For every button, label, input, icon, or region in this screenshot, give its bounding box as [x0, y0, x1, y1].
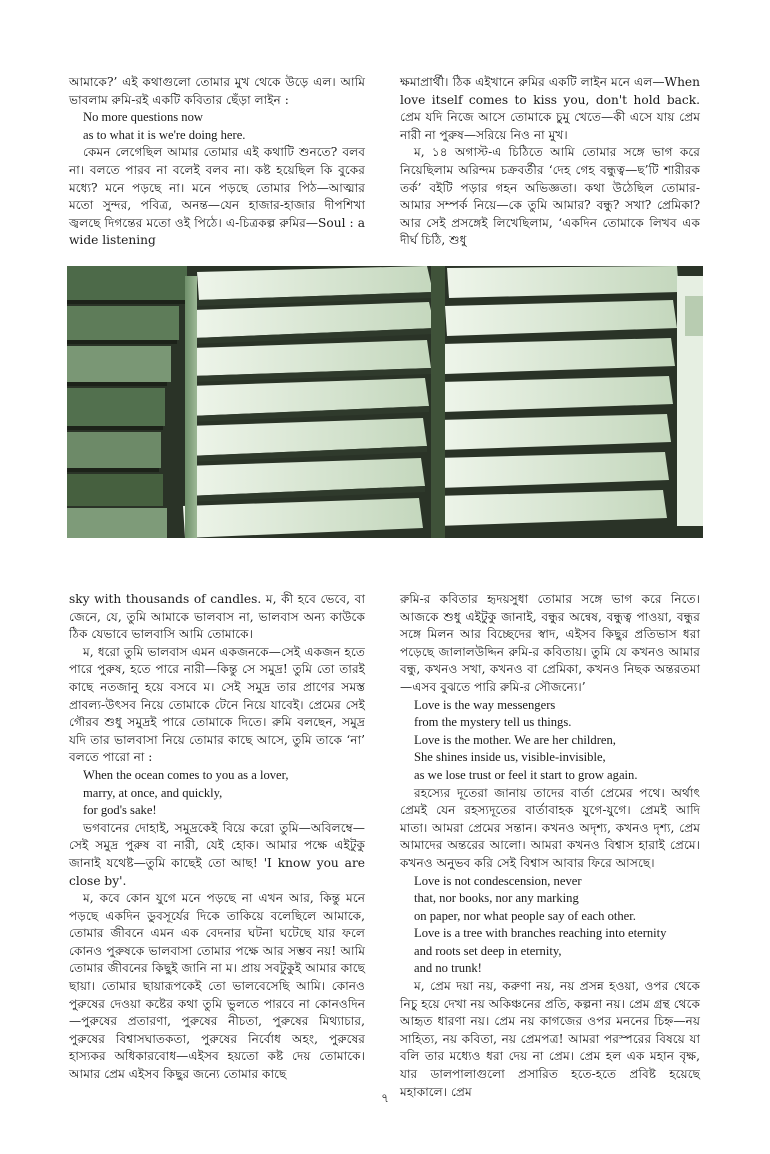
paragraph: রহস্যের দূতেরা জানায় তাদের বার্তা প্রেমের পথে। অর্থাৎ প্রেমই যেন রহস্যদূতের বার্তাবাহক যুগে-যুগে। প্রেমই আদি মাতা। আমরা প্রেমের সন্তান। কখনও অদৃশ্য, কখনও দৃশ্য, প্রেম আমাদের অন্তরের আলো। আমরা কখনও বিশ্বাস হারাই প্রেমে। কখনও অনুভব করি সেই বিশ্বাস আবার ফিরে আসছে।: [400, 785, 700, 870]
verse-line: for god's sake!: [83, 803, 157, 818]
page-number: ৭: [381, 1091, 389, 1105]
verse-line: on paper, nor what people say of each other.: [414, 908, 636, 923]
column-top-right: [400, 74, 700, 250]
paragraph: রুমি-র কবিতার হৃদয়সুধা তোমার সঙ্গে ভাগ করে নিতে। আজকে শুধু এইটুকু জানাই, বন্ধুর অন্বেষ, বন্ধুত্ব পাওয়া, বন্ধুর সঙ্গে মিলন আর বিচ্ছেদের স্বাদ, এইসব কিছুর প্রতিভাস ধরা পড়েছে জালালউদ্দিন রুমি-র কবিতায়। তুমি যে কখনও আমার বন্ধু, কখনও সখা, কখনও বা প্রেমিকা, কখনও নিছক অন্তরতমা—এসব বুঝতে পারি রুমি-র সৌজন্যে।’: [400, 592, 700, 694]
paragraph: ম, কবে কোন যুগে মনে পড়ছে না এখন আর, কিন্তু মনে পড়ছে একদিন ডুবসূর্যের দিকে তাকিয়ে বলেছিলে আমাকে, তোমার জীবনে এমন এক বেদনার ঘটনা ঘটেছে যার ফলে কোনও পুরুষকে ভালবাসা তোমার পক্ষে আর সম্ভব নয়! আমি তোমার জীবনের কিছুই জানি না ম। প্রায় সবটুকুই আমার কাছে ছায়া। তোমার ছায়ারূপকেই তো ভালবেসেছি আমি। কোনও পুরুষের দেওয়া কষ্টের কথা তুমি ভুলতে পারবে না কোনওদিন—পুরুষের প্রতারণা, পুরুষের নীচতা, পুরুষের মিথ্যাচার, পুরুষের বিশ্বাসঘাতকতা, পুরুষের নির্বোধ অহং, পুরুষের হাস্যকর অধিকারবোধ—এইসব হয়তো কষ্ট দেয় তোমাকে। আমার প্রেম এইসব কিছুর জন্যে তোমার কাছে: [69, 891, 365, 1082]
verse-line: Love is a tree with branches reaching into eternity: [414, 926, 667, 941]
paragraph: আমাকে?’ এই কথাগুলো তোমার মুখ থেকে উড়ে এল। আমি ভাবলাম রুমি-রই একটি কবিতার ছেঁড়া লাইন :: [69, 75, 365, 107]
column-bottom-left: [69, 591, 365, 1084]
verse-line: Love is the mother. We are her children,: [414, 732, 616, 747]
verse-line: and no trunk!: [414, 961, 482, 976]
verse-line: When the ocean comes to you as a lover,: [83, 767, 289, 782]
paragraph: ভগবানের দোহাই, সমুদ্রকেই বিয়ে করো তুমি—অবিলম্বে—সেই সমুদ্র পুরুষ বা নারী, যেই হোক। আমার পক্ষে এইটুকু জানাই যথেষ্ট—তুমি কাছেই তো আছ! 'I know you are close by'.: [69, 820, 365, 888]
verse-line: No more questions now: [83, 110, 203, 125]
paragraph: ম, ধরো তুমি ভালবাস এমন একজনকে—সেই একজন হতে পারে পুরুষ, হতে পারে নারী—কিন্তু সে সমুদ্র! তুমি তো তারই কাছে নতজানু হয়ে বসবে ম। সেই সমুদ্র তার প্রাণের সমস্ত প্রাবল্য-উৎসব নিয়ে তোমাকে টেনে নিয়ে যাবেই। প্রেমের সেই গৌরব শুধু সমুদ্রই পারে তোমাকে দিতে। রুমি বলছেন, সমুদ্র যদি তার ভালবাসা নিয়ে তোমার কাছে আসে, তুমি তাকে ‘না’ বলতে পারো না :: [69, 644, 365, 765]
paragraph: ক্ষমাপ্রার্থী। ঠিক এইখানে রুমির একটি লাইন মনে এল—When love itself comes to kiss you, don't hold back. প্রেম যদি নিজে আসে তোমাকে চুমু খেতে—কী এসে যায় প্রেম নারী না পুরুষ—সরিয়ে নিও না মুখ।: [400, 75, 700, 142]
verse-line: Love is not condescension, never: [414, 873, 582, 888]
verse-line: as to what it is we're doing here.: [83, 127, 246, 142]
column-bottom-right: [400, 591, 700, 1101]
verse-line: marry, at once, and quickly,: [83, 785, 223, 800]
verse-line: and roots set deep in eternity,: [414, 943, 562, 958]
verse-line: She shines inside us, visible-invisible,: [414, 750, 606, 765]
verse-line: from the mystery tell us things.: [414, 715, 572, 730]
verse-line: that, nor books, nor any marking: [414, 891, 579, 906]
paragraph: ম, প্রেম দয়া নয়, করুণা নয়, নয় প্রসন্ন হওয়া, ওপর থেকে নিচু হয়ে দেখা নয় অকিঞ্চনের প্রতি, কল্পনা নয়। প্রেম গ্রন্থ থেকে আহৃত ধারণা নয়। প্রেম নয় কাগজের ওপর মননের চিহ্ন—নয় সাহিত্য, নয় কবিতা, নয় প্রেমপত্র! আমরা পরস্পরের বিষয়ে যা বলি তার মধ্যেও ধরা দেয় না প্রেম। প্রেম হল এক মহান বৃক্ষ, যার ডালপালাগুলো প্রসারিত হতে-হতে প্রবিষ্ট হয়েছে মহাকালে। প্রেম: [400, 979, 700, 1099]
paragraph: sky with thousands of candles. ম, কী হবে ভেবে, বা জেনে, যে, তুমি আমাকে ভালবাস না, ভালবাস অন্য কাউকে ঠিক যেভাবে ভালবাসি আমি তোমাকে।: [69, 592, 365, 642]
paragraph: ম, ১৪ অগাস্ট-এ চিঠিতে আমি তোমার সঙ্গে ভাগ করে নিয়েছিলাম অরিন্দম চক্রবর্তীর ‘দেহ গেহ বন্ধুত্ব—ছ’টি শারীরক তর্ক’ বইটি পড়ার গহন অভিজ্ঞতা। কথা উঠেছিল তোমার-আমার সম্পর্ক নিয়ে—কে তুমি আমার? বন্ধু? সখা? প্রেমিকা? আর সেই প্রসঙ্গেই লিখেছিলাম, ‘একদিন তোমাকে লিখব এক দীর্ঘ চিঠি, শুধু: [400, 145, 700, 248]
verse-line: Love is the way messengers: [414, 697, 556, 712]
column-top-left: [69, 74, 365, 250]
verse-line: as we lose trust or feel it start to grow again.: [414, 767, 638, 782]
paragraph: কেমন লেগেছিল আমার তোমার এই কথাটি শুনতে? বলব না। বলতে পারব না বলেই বলব না। কষ্ট হয়েছিল কি বুকের মধ্যে? মনে পড়ছে না। মনে পড়ছে তোমার পিঠ—আত্মার মতো সুন্দর, পবিত্র, অনন্ত—যেন হাজার-হাজার দীপশিখা জ্বলছে দিগন্তের মতো ওই পিঠে। এ-চিত্রকল্প রুমির—Soul : a wide listening: [69, 145, 365, 248]
books-stack-photo: [67, 266, 703, 538]
